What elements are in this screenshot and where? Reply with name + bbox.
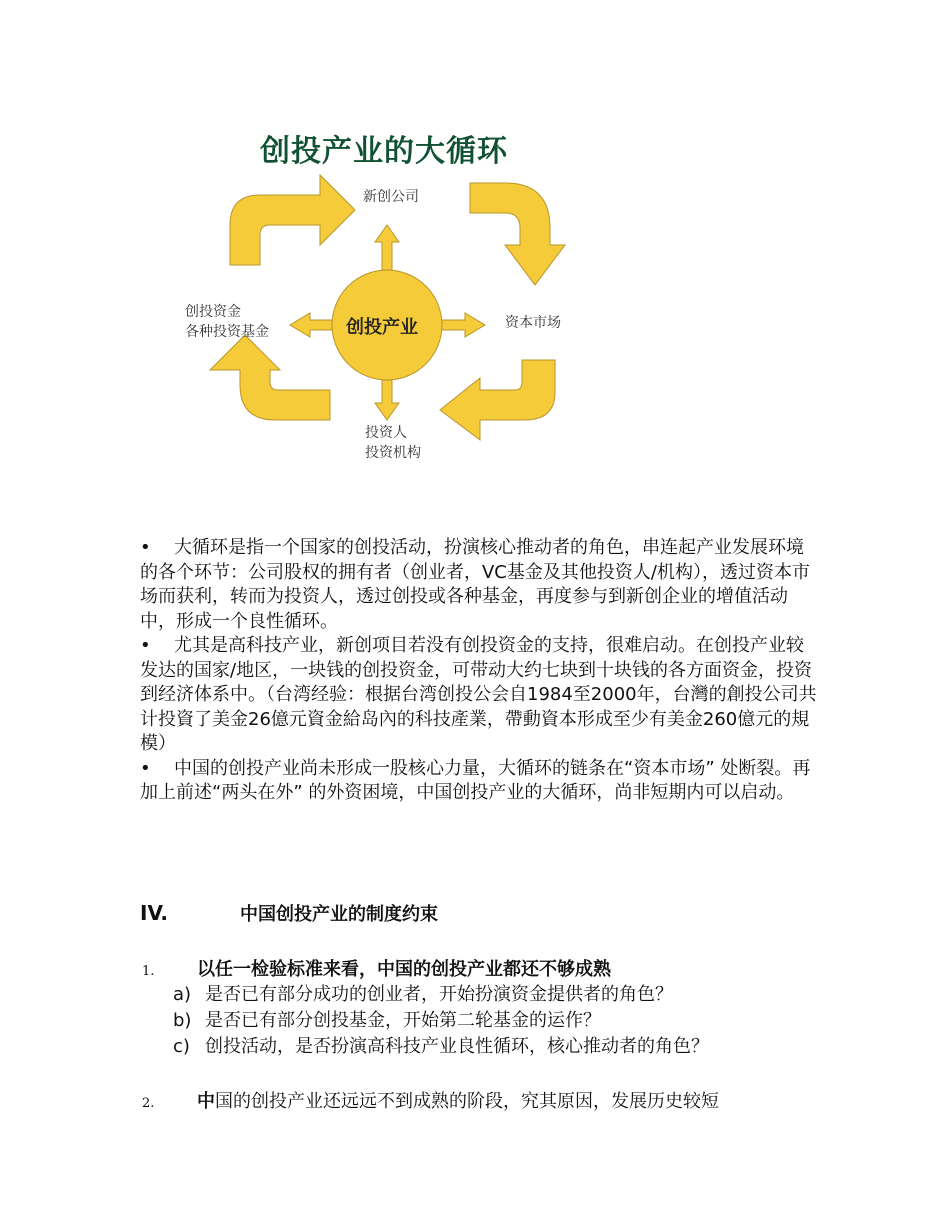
node-top-label: 新创公司 (363, 189, 419, 205)
sub-item (173, 1034, 709, 1060)
item-text: 国的创投产业还远远不到成熟的阶段，究其原因，发展历史较短 (215, 1091, 719, 1112)
curved-arrow-top-right (470, 183, 565, 285)
curved-arrow-bottom-right (440, 360, 555, 440)
diagram-title: 创投产业的大循环 (260, 134, 508, 169)
sub-item-text: 是否已有部分创投基金，开始第二轮基金的运作？ (205, 1010, 601, 1031)
sub-item-label: b) (173, 1010, 192, 1031)
bullet-marker: • (140, 537, 151, 558)
bullet-paragraph (140, 634, 820, 757)
curved-arrow-top-left (230, 175, 355, 265)
sub-item-text: 是否已有部分成功的创业者，开始扮演资金提供者的角色？ (205, 984, 673, 1005)
bullet-text: 大循环是指一个国家的创投活动，扮演核心推动者的角色，串连起产业发展环境的各个环节：公司股权的拥有者（创业者，VC基金及其他投资人/机构），透过资本市场而获利，转而为投资人，透过创投或各种基金，再度参与到新创企业的增值活动中，形成一个良性循环。 (140, 537, 810, 632)
node-bottom-label (365, 423, 421, 463)
sub-item-label: a) (173, 984, 192, 1005)
node-left-line1: 创投资金 (185, 304, 241, 320)
bullet-text: 尤其是高科技产业，新创项目若没有创投资金的支持，很难启动。在创投产业较发达的国家/地区，一块钱的创投资金，可带动大约七块到十块钱的各方面资金，投资到经济体系中。（台湾经验：根据台湾创投公会自1984至2000年，台灣的創投公司共计投資了美金26億元資金給岛內的科技產業，帶動資本形成至少有美金260億元的規模） (140, 635, 817, 754)
arrow-right (442, 313, 485, 337)
node-right-label: 资本市场 (505, 315, 561, 331)
arrow-up (375, 225, 399, 270)
bullet-marker: • (140, 635, 151, 656)
bullet-text: 中国的创投产业尚未形成一股核心力量，大循环的链条在“资本市场” 处断裂。再加上前述“两头在外” 的外资困境，中国创投产业的大循环，尚非短期内可以启动。 (140, 757, 811, 803)
bullet-marker: • (140, 757, 151, 779)
curved-arrow-bottom-left (210, 335, 330, 420)
item-number: 2. (142, 1096, 155, 1111)
item-lead-char: 中 (197, 1091, 215, 1112)
sub-item-label: c) (173, 1036, 190, 1057)
section-heading (140, 900, 438, 926)
bullet-list (140, 536, 820, 806)
item-title: 以任一检验标准来看，中国的创投产业都还不够成熟 (197, 959, 611, 980)
arrow-down (375, 380, 399, 420)
sub-item-list (173, 982, 709, 1060)
node-left-line2: 各种投资基金 (185, 324, 269, 340)
node-left-label (185, 302, 269, 342)
node-bottom-line1: 投资人 (365, 425, 407, 441)
sub-item-text: 创投活动，是否扮演高科技产业良性循环，核心推动者的角色？ (205, 1036, 709, 1057)
hub-label: 创投产业 (346, 317, 418, 338)
arrow-left (290, 313, 332, 337)
bullet-paragraph (140, 536, 820, 634)
cycle-diagram (160, 120, 600, 470)
sub-item (173, 982, 709, 1008)
section-number: IV. (140, 901, 168, 925)
item-number: 1. (142, 964, 155, 979)
numbered-item-1 (142, 955, 611, 981)
sub-item (173, 1008, 709, 1034)
section-title: 中国创投产业的制度约束 (240, 904, 438, 925)
diagram-graphics (160, 120, 600, 470)
node-bottom-line2: 投资机构 (365, 445, 421, 461)
numbered-item-2 (142, 1087, 719, 1113)
bullet-paragraph (140, 757, 820, 806)
